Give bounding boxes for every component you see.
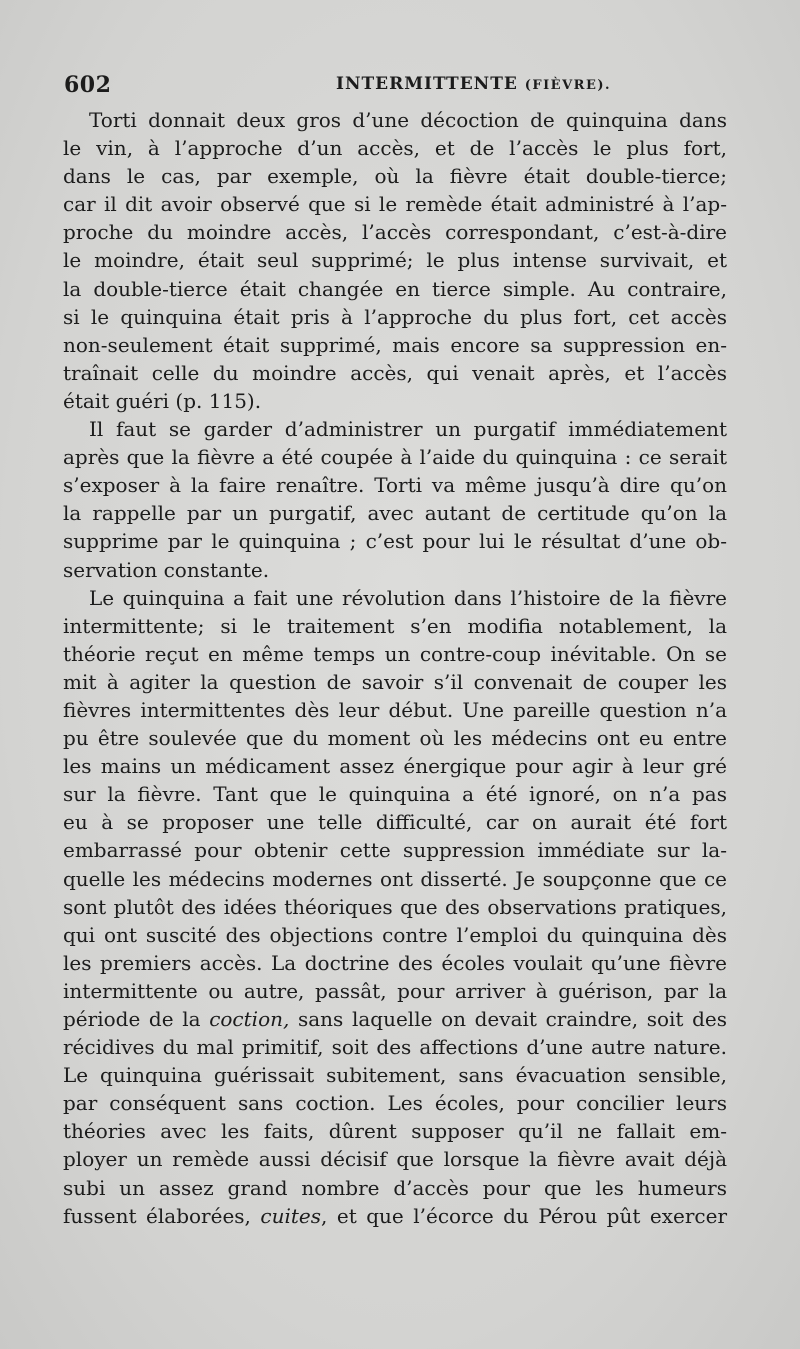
text-line: car il dit avoir observé que si le remède était administré à l’ap- <box>63 192 727 217</box>
text-line: Torti donnait deux gros d’une décoction de quinquina dans <box>89 108 727 132</box>
page-header <box>64 72 724 102</box>
text-line: intermittente ou autre, passât, pour arriver à guérison, par la <box>63 978 727 1003</box>
text-fragment: , et que l’écorce du Pérou pût exercer <box>321 1203 728 1228</box>
text-line: la double-tierce était changée en tierce simple. Au contraire, <box>63 276 727 301</box>
italic-term: cuites <box>260 1203 322 1228</box>
text-line: récidives du mal primitif, soit des affections d’une autre nature. <box>63 1035 727 1060</box>
body-text <box>63 106 727 1230</box>
text-line: ployer un remède aussi décisif que lorsque la fièvre avait déjà <box>63 1147 727 1172</box>
text-line: embarrassé pour obtenir cette suppression immédiate sur la- <box>63 838 727 863</box>
text-fragment: sans laquelle on devait craindre, soit des <box>289 1007 728 1031</box>
text-line: était guéri (p. 115). <box>63 388 262 413</box>
text-line: quelle les médecins modernes ont disserté. Je soupçonne que ce <box>63 866 727 891</box>
text-line: proche du moindre accès, l’accès correspondant, c’est-à-dire <box>63 220 727 245</box>
text-line: la rappelle par un purgatif, avec autant de certitude qu’on la <box>63 501 727 526</box>
text-line: Il faut se garder d’administrer un purgatif immédiatement <box>89 417 727 442</box>
running-title-paren: (FIÈVRE). <box>524 78 612 93</box>
text-line: traînait celle du moindre accès, qui venait après, et l’accès <box>63 360 727 385</box>
text-line: mit à agiter la question de savoir s’il convenait de couper les <box>63 669 727 694</box>
text-line: par conséquent sans coction. Les écoles, pour concilier leurs <box>63 1091 727 1116</box>
text-line: le vin, à l’approche d’un accès, et de l’accès le plus fort, <box>63 136 727 161</box>
text-line: eu à se proposer une telle difficulté, car on aurait été fort <box>63 810 727 835</box>
text-line <box>63 1005 727 1033</box>
text-line: le moindre, était seul supprimé; le plus intense survivait, et <box>63 248 727 273</box>
text-line: les premiers accès. La doctrine des écoles voulait qu’une fièvre <box>63 950 727 975</box>
text-line: qui ont suscité des objections contre l’emploi du quinquina dès <box>63 922 727 947</box>
text-line: dans le cas, par exemple, où la fièvre était double-tierce; <box>63 164 727 189</box>
text-line: servation constante. <box>63 557 270 582</box>
text-line: les mains un médicament assez énergique pour agir à leur gré <box>63 754 727 779</box>
text-line: Le quinquina a fait une révolution dans l’histoire de la fièvre <box>89 585 727 610</box>
text-line: théories avec les faits, dûrent supposer qu’il ne fallait em- <box>63 1119 727 1144</box>
text-fragment: période de la <box>63 1007 201 1031</box>
text-line: sont plutôt des idées théoriques que des observations pratiques, <box>63 894 727 919</box>
text-line: théorie reçut en même temps un contre-coup inévitable. On se <box>63 641 727 666</box>
text-line: si le quinquina était pris à l’approche du plus fort, cet accès <box>63 304 727 329</box>
text-fragment: fussent élaborées, <box>63 1203 251 1228</box>
running-title <box>336 74 611 94</box>
text-line: subi un assez grand nombre d’accès pour que les humeurs <box>63 1175 727 1200</box>
text-line: Le quinquina guérissait subitement, sans évacuation sensible, <box>63 1063 727 1088</box>
text-line: supprime par le quinquina ; c’est pour lui le résultat d’une ob- <box>63 529 727 554</box>
text-line <box>63 1202 727 1230</box>
text-line: pu être soulevée que du moment où les médecins ont eu entre <box>63 726 727 751</box>
italic-term: coction, <box>209 1007 290 1031</box>
running-title-main: INTERMITTENTE <box>336 74 518 94</box>
text-line: intermittente; si le traitement s’en modifia notablement, la <box>63 613 727 638</box>
text-line: fièvres intermittentes dès leur début. Une pareille question n’a <box>63 697 727 722</box>
text-line: s’exposer à la faire renaître. Torti va même jusqu’à dire qu’on <box>63 473 727 498</box>
page-number: 602 <box>64 72 112 98</box>
text-line: sur la fièvre. Tant que le quinquina a été ignoré, on n’a pas <box>63 782 727 807</box>
text-line: non-seulement était supprimé, mais encore sa suppression en- <box>63 332 727 357</box>
text-line: après que la fièvre a été coupée à l’aide du quinquina : ce serait <box>63 445 727 470</box>
